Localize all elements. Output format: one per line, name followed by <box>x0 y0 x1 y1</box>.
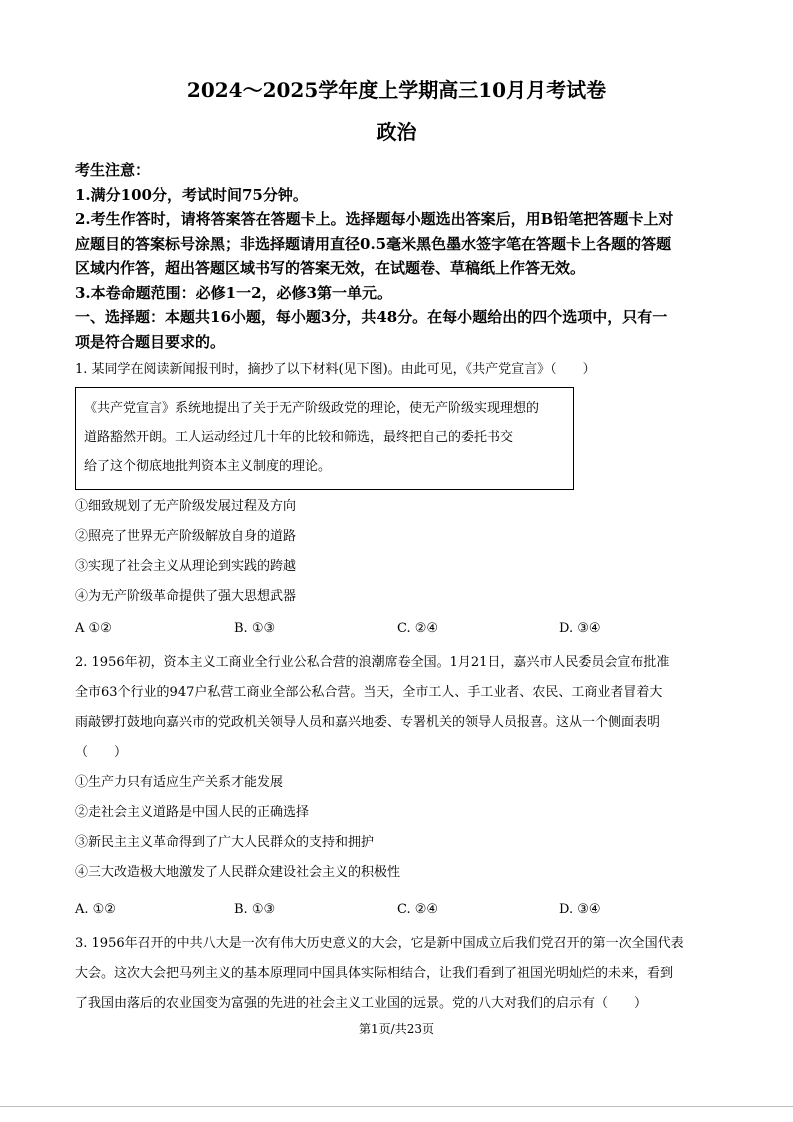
option-statement: ④三大改造极大地激发了人民群众建设社会主义的积极性 <box>75 865 401 880</box>
option-statement: ①细致规划了无产阶级发展过程及方向 <box>75 499 297 514</box>
option-statement: ④为无产阶级革命提供了强大思想武器 <box>75 589 297 604</box>
option-statement: ③新民主主义革命得到了广大人民群众的支持和拥护 <box>75 835 375 850</box>
choice-a: A. ①② <box>75 902 116 917</box>
notice-line: 应题目的答案标号涂黑；非选择题请用直径0.5毫米黑色墨水签字笔在答题卡上各题的答题 <box>75 234 672 253</box>
notice-line: 2.考生作答时，请将答案答在答题卡上。选择题每小题选出答案后，用B铅笔把答题卡上对 <box>75 210 674 228</box>
choice-a: A ①② <box>75 621 112 636</box>
question-stem-line: 全市63个行业的947户私营工商业全部公私合营。当天，全市工人、手工业者、农民、工商业者冒着大 <box>75 685 663 700</box>
section-heading: 一、选择题：本题共16小题，每小题3分，共48分。在每小题给出的四个选项中，只有一 <box>75 308 668 326</box>
question-stem-line: 了我国由落后的农业国变为富强的先进的社会主义工业国的远景。党的八大对我们的启示有（ ） <box>75 996 648 1011</box>
material-line: 给了这个彻底地批判资本主义制度的理论。 <box>84 459 332 474</box>
option-statement: ③实现了社会主义从理论到实践的跨越 <box>75 559 297 574</box>
question-stem-line: 2. 1956年初，资本主义工商业全行业公私合营的浪潮席卷全国。1月21日，嘉兴市人民委员会宣布批准 <box>75 655 670 670</box>
question-stem-line: 1. 某同学在阅读新闻报刊时，摘抄了以下材料(见下图)。由此可见，《共产党宣言》（ ） <box>75 362 596 377</box>
choice-b: B. ①③ <box>234 902 276 917</box>
exam-notice <box>75 158 725 354</box>
choice-d: D. ③④ <box>559 902 601 917</box>
page-divider <box>0 1106 793 1107</box>
section-heading: 项是符合题目要求的。 <box>75 332 226 351</box>
option-statement: ①生产力只有适应生产关系才能发展 <box>75 775 284 790</box>
question-1-choices <box>75 614 725 644</box>
choice-c: C. ②④ <box>397 621 439 636</box>
exam-title: 2024～2025学年度上学期高三10月月考试卷 <box>186 78 607 102</box>
question-1-options <box>75 492 725 612</box>
option-statement: ②照亮了世界无产阶级解放自身的道路 <box>75 529 297 544</box>
question-1-material-box <box>75 387 574 490</box>
page-number: 第1页/共23页 <box>359 1022 434 1036</box>
material-line: 道路豁然开朗。工人运动经过几十年的比较和筛选，最终把自己的委托书交 <box>84 430 514 445</box>
notice-line: 3.本卷命题范围：必修1一2，必修3第一单元。 <box>75 283 392 302</box>
material-line: 《共产党宣言》系统地提出了关于无产阶级政党的理论，使无产阶级实现理想的 <box>84 401 540 416</box>
question-stem-line: 大会。这次大会把马列主义的基本原理同中国具体实际相结合，让我们看到了祖国光明灿烂的未来，看到 <box>75 966 674 981</box>
question-stem-line: （ ） <box>75 745 128 760</box>
notice-line: 1.满分100分，考试时间75分钟。 <box>75 185 308 204</box>
question-stem-line: 雨敲锣打鼓地向嘉兴市的党政机关领导人员和嘉兴地委、专署机关的领导人员报喜。这从一个侧面表明 <box>75 715 661 730</box>
choice-b: B. ①③ <box>234 621 276 636</box>
question-3 <box>75 929 725 1019</box>
notice-line: 区域内作答，超出答题区域书写的答案无效，在试题卷、草稿纸上作答无效。 <box>75 259 586 277</box>
notice-heading: 考生注意： <box>75 161 151 179</box>
question-1-stem <box>75 355 725 385</box>
choice-d: D. ③④ <box>559 621 601 636</box>
option-statement: ②走社会主义道路是中国人民的正确选择 <box>75 805 310 820</box>
choice-c: C. ②④ <box>397 902 439 917</box>
question-2-choices <box>75 895 725 925</box>
question-stem-line: 3. 1956年召开的中共八大是一次有伟大历史意义的大会，它是新中国成立后我们党召开的第一次全国代表 <box>75 936 684 951</box>
subject-title: 政治 <box>376 120 417 144</box>
question-2 <box>75 648 725 888</box>
